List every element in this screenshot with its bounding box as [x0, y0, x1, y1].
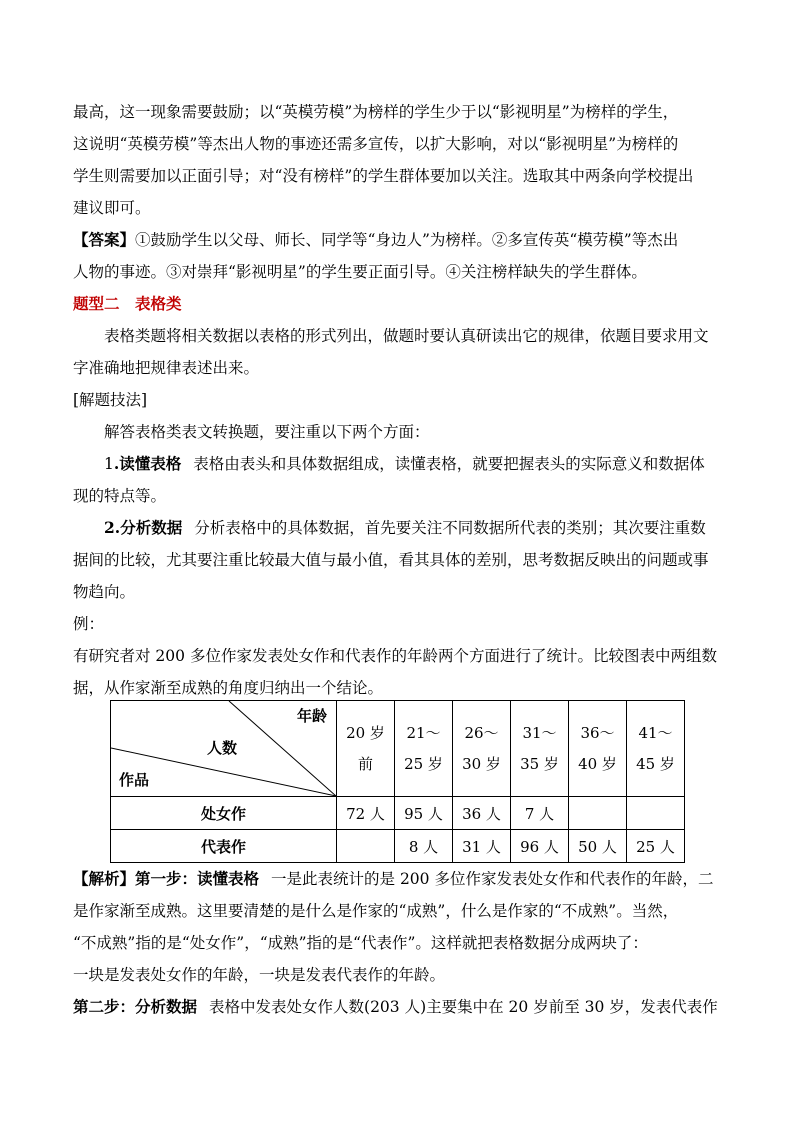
age-group-header: 36～ 40 岁	[569, 701, 627, 797]
age-statistics-table	[110, 700, 685, 863]
step2-label: 第二步：分析数据	[73, 997, 198, 1016]
diagonal-header-cell	[111, 701, 337, 797]
table-cell	[569, 797, 627, 830]
analysis-text: 一是此表统计的是 200 多位作家发表处女作和代表作的年龄，二	[271, 870, 714, 888]
table-cell: 25 人	[627, 830, 685, 863]
document-page	[73, 96, 721, 704]
tip-line: 据间的比较，尤其要注重比较最大值与最小值，看其具体的差别，思考数据反映出的问题或事	[73, 551, 709, 569]
table-cell	[337, 830, 395, 863]
header-count: 人数	[207, 739, 238, 757]
table-cell: 36 人	[453, 797, 511, 830]
age-group-header: 41～ 45 岁	[627, 701, 685, 797]
table-cell: 72 人	[337, 797, 395, 830]
tips-title: [解题技法]	[73, 391, 148, 409]
answer-label: 【答案】	[73, 230, 136, 249]
answer-text: ①鼓励学生以父母、师长、同学等“身边人”为榜样。②多宣传英“模劳模”等杰出	[135, 231, 679, 249]
paragraph-line: 最高，这一现象需要鼓励；以“英模劳模”为榜样的学生少于以“影视明星”为榜样的学生，	[73, 103, 679, 121]
answer-line: 人物的事迹。③对崇拜“影视明星”的学生要正面引导。④关注榜样缺失的学生群体。	[73, 263, 647, 281]
tip-number: 1	[104, 455, 114, 473]
tip-1	[73, 448, 721, 480]
header-age: 年龄	[297, 707, 328, 725]
age-group-header: 26～ 30 岁	[453, 701, 511, 797]
intro-line: 表格类题将相关数据以表格的形式列出，做题时要认真研读出它的规律，依题目要求用文	[104, 327, 709, 345]
paragraph-line: 学生则需要加以正面引导；对“没有榜样”的学生群体要加以关注。选取其中两条向学校提出	[73, 167, 694, 185]
table-cell: 31 人	[453, 830, 511, 863]
table-row	[111, 797, 685, 830]
table-cell: 50 人	[569, 830, 627, 863]
tip-number: 2	[104, 518, 115, 537]
analysis-line	[73, 863, 721, 895]
table-header-row	[111, 701, 685, 797]
example-line: 据，从作家渐至成熟的角度归纳出一个结论。	[73, 679, 384, 697]
analysis-line: 是作家渐至成熟。这里要清楚的是什么是作家的“成熟”，什么是作家的“不成熟”。当然，	[73, 902, 679, 920]
analysis-line: “不成熟”指的是“处女作”，“成熟”指的是“代表作”。这样就把表格数据分成两块了：	[73, 934, 648, 952]
age-group-header: 20 岁 前	[337, 701, 395, 797]
table-cell: 7 人	[511, 797, 569, 830]
paragraph-line: 建议即可。	[73, 199, 151, 217]
tip-text: 分析表格中的具体数据，首先要关注不同数据所代表的类别；其次要注重数	[194, 519, 706, 537]
table-cell: 8 人	[395, 830, 453, 863]
row-label: 处女作	[111, 797, 337, 830]
header-work: 作品	[119, 771, 150, 789]
tip-text: 表格由表头和具体数据组成，读懂表格，就要把握表头的实际意义和数据体	[193, 455, 705, 473]
example-line: 有研究者对 200 多位作家发表处女作和代表作的年龄两个方面进行了统计。比较图表中两组数	[73, 647, 717, 665]
step2-text: 表格中发表处女作人数(203 人)主要集中在 20 岁前至 30 岁，发表代表作	[209, 998, 718, 1016]
row-label: 代表作	[111, 830, 337, 863]
step2-line	[73, 991, 721, 1023]
section-title: 题型二 表格类	[73, 294, 182, 313]
table-cell: 95 人	[395, 797, 453, 830]
age-group-header: 31～ 35 岁	[511, 701, 569, 797]
tips-lead: 解答表格类表文转换题，要注重以下两个方面：	[104, 423, 430, 441]
example-label: 例：	[73, 615, 105, 633]
analysis-line: 一块是发表处女作的年龄，一块是发表代表作的年龄。	[73, 966, 446, 984]
tip-line: 物趋向。	[73, 583, 136, 601]
analysis-section	[73, 863, 721, 1023]
paragraph-line: 这说明“英模劳模”等杰出人物的事迹还需多宣传，以扩大影响，对以“影视明星”为榜样的	[73, 135, 679, 153]
tip-label: .分析数据	[114, 518, 183, 537]
table-cell: 96 人	[511, 830, 569, 863]
answer-line	[73, 224, 721, 256]
table-cell	[627, 797, 685, 830]
tip-label: .读懂表格	[113, 454, 182, 473]
intro-line: 字准确地把规律表述出来。	[73, 359, 260, 377]
tip-line: 现的特点等。	[73, 487, 167, 505]
tip-2	[73, 512, 721, 544]
table-row	[111, 830, 685, 863]
age-group-header: 21～ 25 岁	[395, 701, 453, 797]
analysis-label: 【解析】第一步：读懂表格	[73, 869, 260, 888]
